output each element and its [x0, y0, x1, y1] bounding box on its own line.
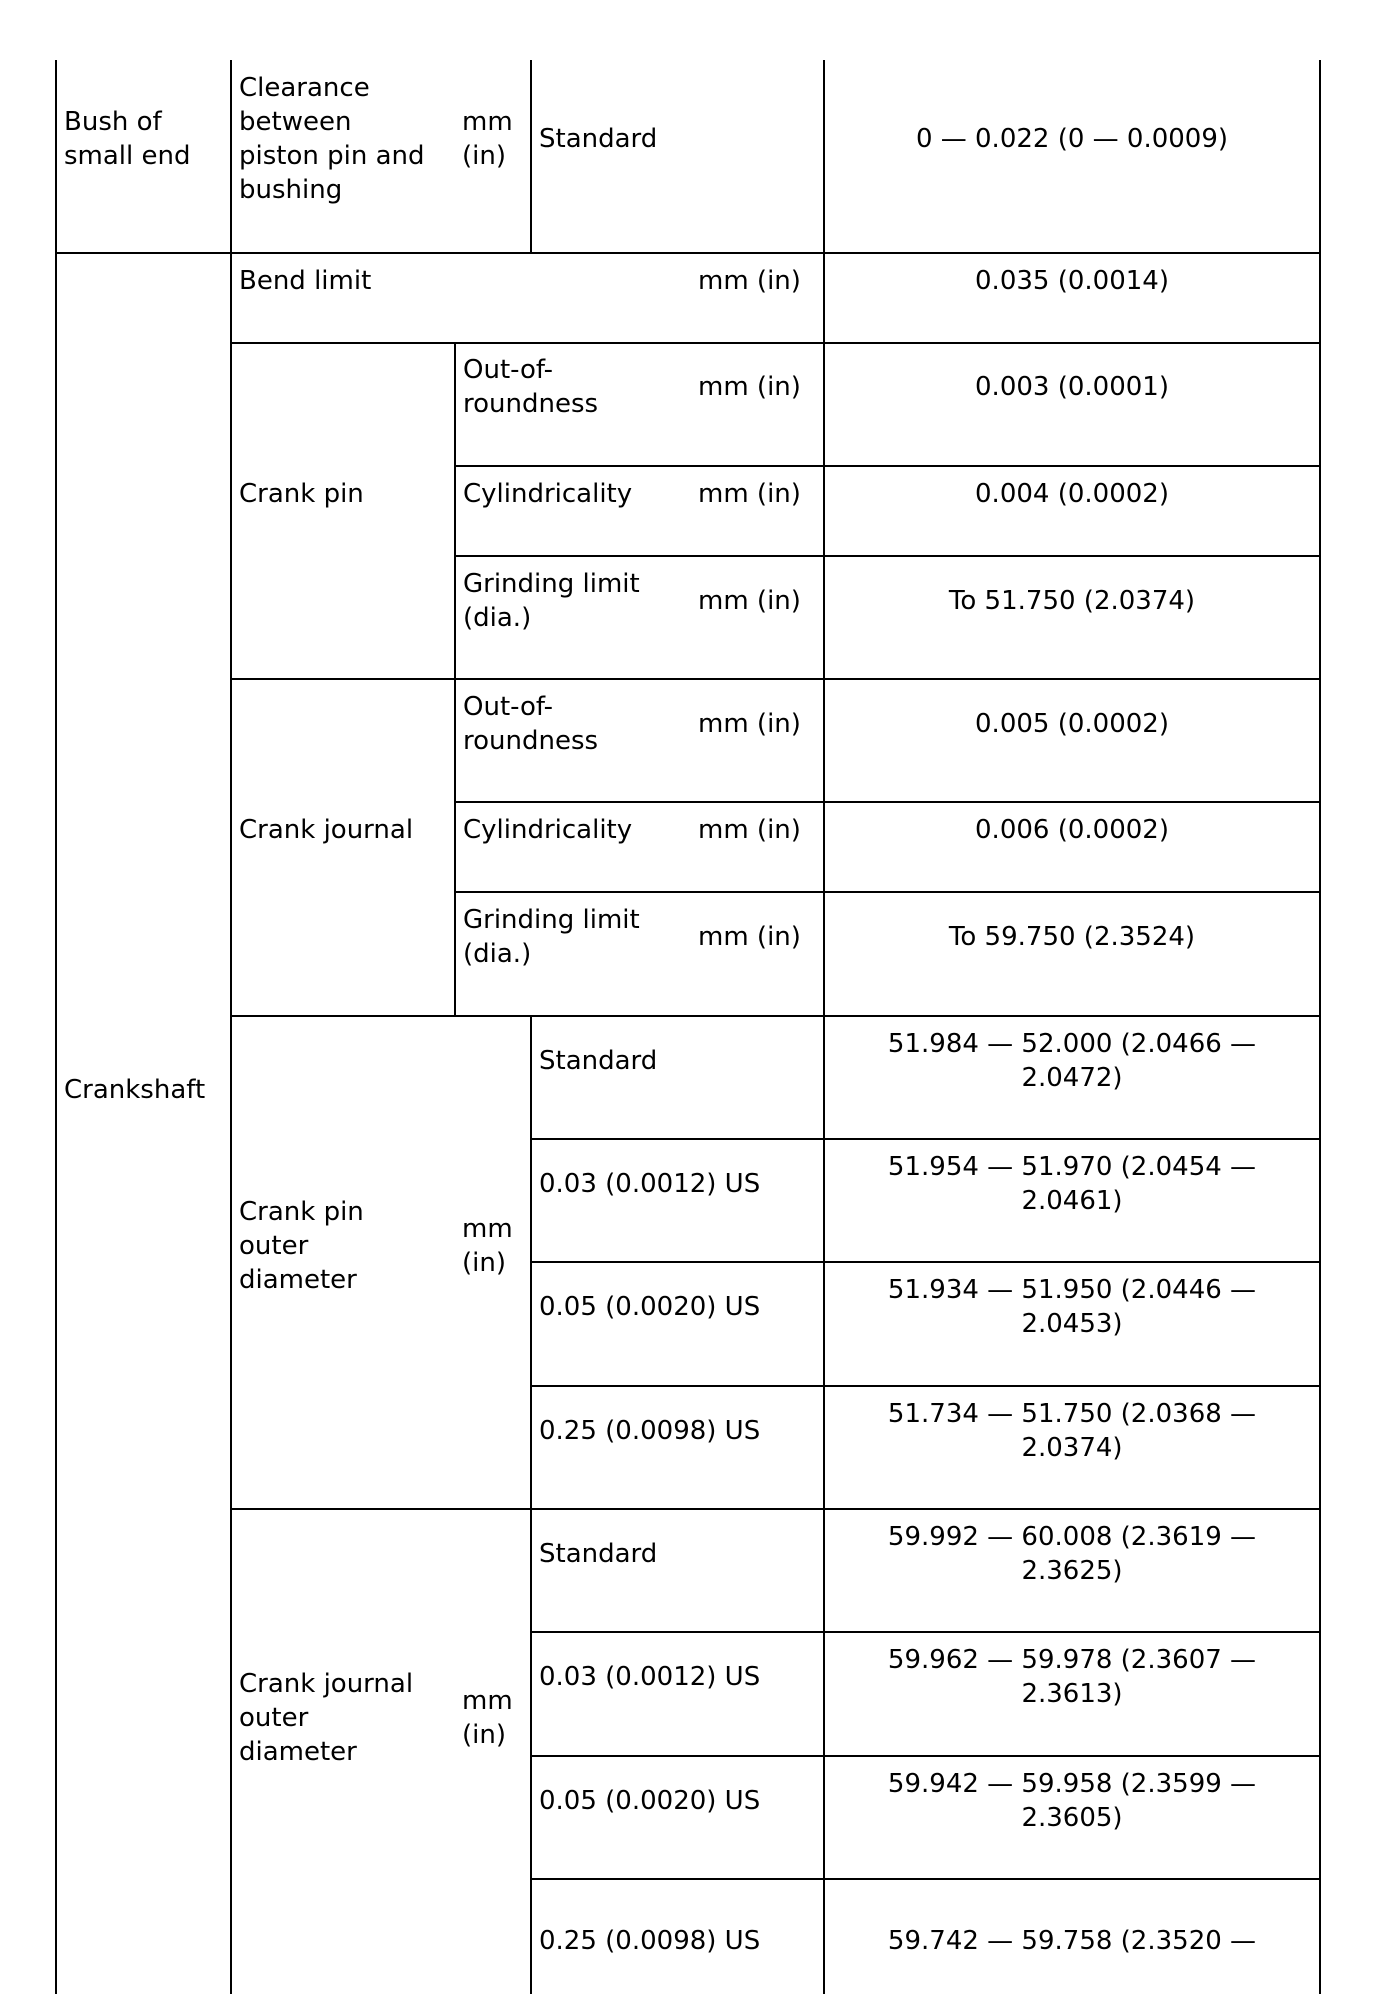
- bush-label: Bush of small end: [64, 107, 191, 171]
- crank-journal-value: To 59.750 (2.3524): [948, 922, 1196, 952]
- bush-unit: mm (in): [462, 107, 513, 171]
- column-divider-2a: [530, 60, 532, 253]
- crankshaft-label: Crankshaft: [64, 1075, 206, 1105]
- bush-value: 0 — 0.022 (0 — 0.0009): [915, 124, 1229, 154]
- crank-pin-value: To 51.750 (2.0374): [948, 586, 1196, 616]
- journal-od-value: 59.962 — 59.978 (2.3607 — 2.3613): [887, 1645, 1257, 1709]
- crank-pin-param: Out-of- roundness: [463, 355, 599, 419]
- journal-od-unit: mm (in): [462, 1686, 513, 1750]
- row-divider: [530, 1755, 1321, 1757]
- row-divider: [230, 1015, 1321, 1017]
- row-divider: [454, 801, 1321, 803]
- crank-journal-unit: mm (in): [698, 922, 801, 952]
- pin-od-value: 51.734 — 51.750 (2.0368 — 2.0374): [887, 1399, 1257, 1463]
- crank-journal-value: 0.005 (0.0002): [975, 709, 1169, 739]
- row-divider: [530, 1631, 1321, 1633]
- crank-pin-param: Cylindricality: [463, 479, 633, 509]
- pin-od-size: 0.25 (0.0098) US: [539, 1416, 761, 1446]
- crank-journal-param: Out-of- roundness: [463, 692, 599, 756]
- column-divider-2b: [530, 1016, 532, 1994]
- crank-journal-value: 0.006 (0.0002): [975, 815, 1169, 845]
- crank-pin-param: Grinding limit (dia.): [463, 569, 640, 633]
- journal-od-size: 0.05 (0.0020) US: [539, 1786, 761, 1816]
- bend-value: 0.035 (0.0014): [975, 266, 1169, 296]
- crank-pin-label: Crank pin: [239, 479, 364, 509]
- row-divider: [530, 1878, 1321, 1880]
- crank-pin-unit: mm (in): [698, 372, 801, 402]
- pin-od-size: Standard: [539, 1046, 658, 1076]
- column-divider-1: [230, 60, 232, 1994]
- journal-od-size: Standard: [539, 1539, 658, 1569]
- bush-param: Clearance between piston pin and bushing: [239, 73, 425, 205]
- crank-journal-label: Crank journal: [239, 815, 414, 845]
- crank-journal-unit: mm (in): [698, 709, 801, 739]
- bend-unit: mm (in): [698, 266, 801, 296]
- bush-condition: Standard: [539, 124, 658, 154]
- pin-od-label: Crank pin outer diameter: [239, 1197, 364, 1295]
- crank-journal-param: Cylindricality: [463, 815, 633, 845]
- row-divider: [230, 342, 1321, 344]
- pin-od-unit: mm (in): [462, 1214, 513, 1278]
- row-divider: [454, 891, 1321, 893]
- row-divider: [230, 678, 1321, 680]
- pin-od-size: 0.03 (0.0012) US: [539, 1169, 761, 1199]
- journal-od-value: 59.742 — 59.758 (2.3520 —: [887, 1926, 1257, 1956]
- crank-pin-value: 0.004 (0.0002): [975, 479, 1169, 509]
- row-divider: [530, 1385, 1321, 1387]
- table-left-border: [55, 60, 57, 1994]
- row-divider: [55, 252, 1321, 254]
- row-divider: [530, 1261, 1321, 1263]
- pin-od-value: 51.934 — 51.950 (2.0446 — 2.0453): [887, 1275, 1257, 1339]
- journal-od-size: 0.25 (0.0098) US: [539, 1926, 761, 1956]
- row-divider: [454, 555, 1321, 557]
- crank-pin-unit: mm (in): [698, 586, 801, 616]
- pin-od-size: 0.05 (0.0020) US: [539, 1292, 761, 1322]
- row-divider: [530, 1138, 1321, 1140]
- row-divider: [454, 465, 1321, 467]
- column-divider-sub: [454, 343, 456, 1017]
- crank-journal-unit: mm (in): [698, 815, 801, 845]
- crank-pin-unit: mm (in): [698, 479, 801, 509]
- pin-od-value: 51.954 — 51.970 (2.0454 — 2.0461): [887, 1152, 1257, 1216]
- table-right-border: [1319, 60, 1321, 1994]
- journal-od-label: Crank journal outer diameter: [239, 1669, 414, 1767]
- row-divider: [230, 1508, 1321, 1510]
- column-divider-3: [823, 60, 825, 1994]
- crank-pin-value: 0.003 (0.0001): [975, 372, 1169, 402]
- journal-od-value: 59.942 — 59.958 (2.3599 — 2.3605): [887, 1769, 1257, 1833]
- journal-od-value: 59.992 — 60.008 (2.3619 — 2.3625): [887, 1522, 1257, 1586]
- crank-journal-param: Grinding limit (dia.): [463, 905, 640, 969]
- journal-od-size: 0.03 (0.0012) US: [539, 1662, 761, 1692]
- pin-od-value: 51.984 — 52.000 (2.0466 — 2.0472): [887, 1029, 1257, 1093]
- bend-param: Bend limit: [239, 266, 372, 296]
